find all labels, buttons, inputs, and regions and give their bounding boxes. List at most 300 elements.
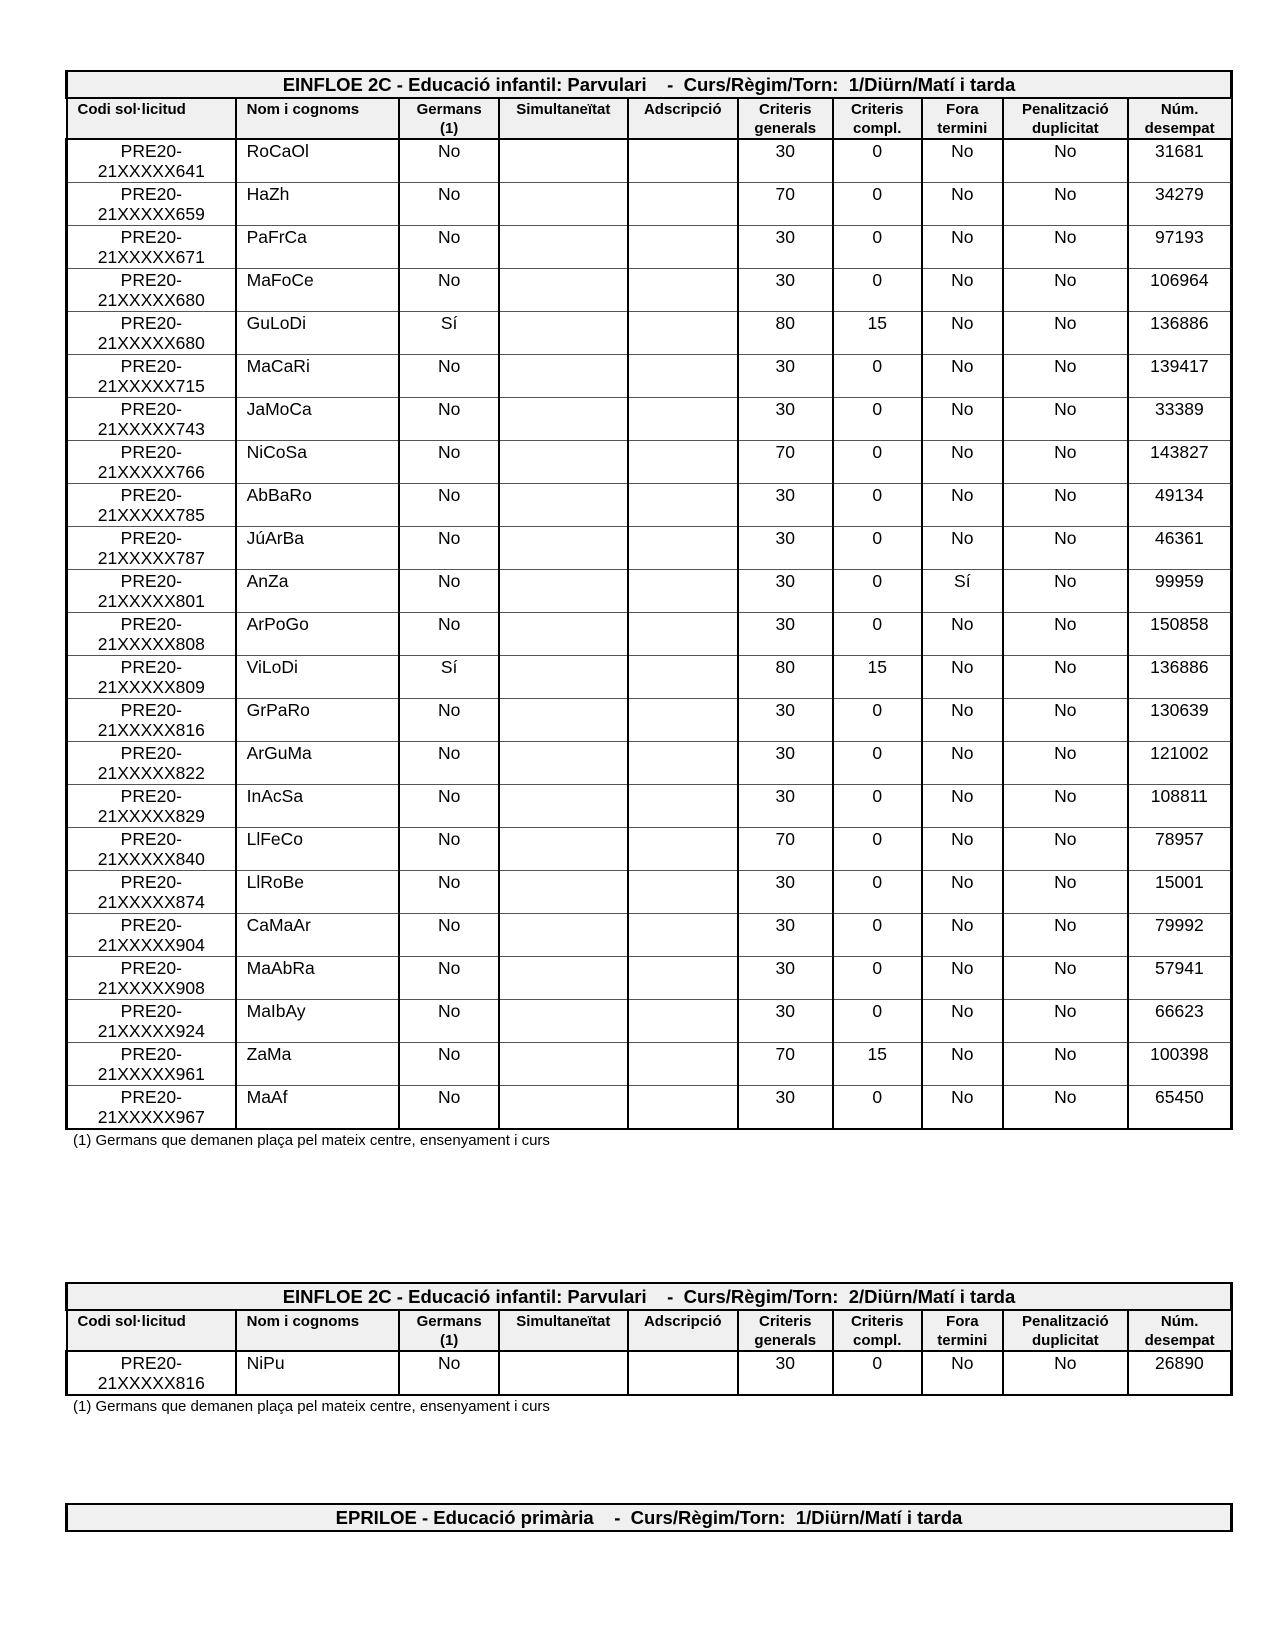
cell-penalitzacio: No [1003,527,1128,570]
column-header-penalitzacio: Penalització duplicitat [1003,98,1128,139]
cell-simultaneitat [499,699,628,742]
column-header-criteris-generals: Criteris generals [738,98,833,139]
cell-fora-termini: No [922,398,1003,441]
cell-criteris-generals: 30 [738,1351,833,1395]
cell-germans: No [399,1043,498,1086]
table-title: EINFLOE 2C - Educació infantil: Parvulari - Curs/Règim/Torn: 1/Diürn/Matí i tarda [67,71,1232,98]
cell-penalitzacio: No [1003,355,1128,398]
cell-fora-termini: No [922,871,1003,914]
cell-fora-termini: No [922,656,1003,699]
column-header-fora-termini: Fora termini [922,1310,1003,1351]
cell-fora-termini: No [922,1086,1003,1130]
cell-adscripcio [628,871,738,914]
cell-criteris-generals: 30 [738,613,833,656]
table-row [67,1000,1232,1043]
cell-fora-termini: No [922,183,1003,226]
cell-num-desempat: 97193 [1128,226,1232,269]
cell-germans: No [399,1086,498,1130]
cell-criteris-compl: 0 [833,139,922,183]
cell-criteris-generals: 30 [738,527,833,570]
cell-germans: No [399,613,498,656]
table-row [67,957,1232,1000]
column-header-num-desempat: Núm. desempat [1128,98,1232,139]
cell-adscripcio [628,312,738,355]
cell-simultaneitat [499,1086,628,1130]
cell-criteris-compl: 0 [833,742,922,785]
cell-criteris-compl: 0 [833,1086,922,1130]
cell-num-desempat: 66623 [1128,1000,1232,1043]
column-header-penalitzacio: Penalització duplicitat [1003,1310,1128,1351]
cell-num-desempat: 34279 [1128,183,1232,226]
cell-germans: No [399,1351,498,1395]
cell-adscripcio [628,742,738,785]
cell-num-desempat: 33389 [1128,398,1232,441]
table-row [67,312,1232,355]
cell-adscripcio [628,398,738,441]
cell-name: MaAf [236,1086,400,1130]
cell-adscripcio [628,699,738,742]
cell-name: InAcSa [236,785,400,828]
cell-fora-termini: No [922,312,1003,355]
cell-num-desempat: 150858 [1128,613,1232,656]
cell-name: MaFoCe [236,269,400,312]
cell-fora-termini: No [922,957,1003,1000]
cell-criteris-compl: 15 [833,312,922,355]
cell-num-desempat: 79992 [1128,914,1232,957]
cell-fora-termini: No [922,527,1003,570]
column-header-adscripcio: Adscripció [628,1310,738,1351]
cell-code: PRE20- 21XXXXX671 [67,226,236,269]
cell-criteris-generals: 30 [738,398,833,441]
cell-simultaneitat [499,871,628,914]
cell-penalitzacio: No [1003,871,1128,914]
cell-criteris-generals: 80 [738,656,833,699]
cell-num-desempat: 143827 [1128,441,1232,484]
column-header-criteris-compl: Criteris compl. [833,1310,922,1351]
column-header-criteris-compl: Criteris compl. [833,98,922,139]
column-header-germans: Germans (1) [399,1310,498,1351]
cell-name: ViLoDi [236,656,400,699]
cell-germans: No [399,139,498,183]
cell-penalitzacio: No [1003,441,1128,484]
cell-germans: Sí [399,656,498,699]
table-row [67,226,1232,269]
cell-criteris-compl: 0 [833,828,922,871]
table-title: EINFLOE 2C - Educació infantil: Parvulari - Curs/Règim/Torn: 2/Diürn/Matí i tarda [67,1283,1232,1310]
cell-name: LlFeCo [236,828,400,871]
cell-adscripcio [628,957,738,1000]
cell-penalitzacio: No [1003,139,1128,183]
admissions-table-1 [65,70,1233,1130]
cell-code: PRE20- 21XXXXX924 [67,1000,236,1043]
cell-criteris-compl: 0 [833,226,922,269]
cell-simultaneitat [499,957,628,1000]
cell-adscripcio [628,484,738,527]
table-row [67,183,1232,226]
cell-germans: No [399,828,498,871]
cell-criteris-compl: 0 [833,914,922,957]
cell-criteris-compl: 0 [833,785,922,828]
column-header-simultaneitat: Simultaneïtat [499,98,628,139]
cell-fora-termini: No [922,269,1003,312]
table-row [67,785,1232,828]
cell-criteris-generals: 30 [738,1000,833,1043]
cell-adscripcio [628,570,738,613]
cell-num-desempat: 31681 [1128,139,1232,183]
table-row [67,1086,1232,1130]
cell-code: PRE20- 21XXXXX816 [67,699,236,742]
column-header-simultaneitat: Simultaneïtat [499,1310,628,1351]
cell-germans: No [399,871,498,914]
cell-name: GuLoDi [236,312,400,355]
cell-criteris-compl: 0 [833,441,922,484]
cell-code: PRE20- 21XXXXX680 [67,269,236,312]
table-row [67,871,1232,914]
cell-germans: No [399,1000,498,1043]
cell-adscripcio [628,785,738,828]
cell-fora-termini: No [922,1351,1003,1395]
cell-name: AbBaRo [236,484,400,527]
table-row [67,269,1232,312]
table-row [67,914,1232,957]
cell-adscripcio [628,441,738,484]
cell-name: MaAbRa [236,957,400,1000]
table-row [67,355,1232,398]
cell-adscripcio [628,355,738,398]
cell-code: PRE20- 21XXXXX816 [67,1351,236,1395]
column-header-code: Codi sol·licitud [67,1310,236,1351]
cell-criteris-compl: 0 [833,269,922,312]
cell-code: PRE20- 21XXXXX785 [67,484,236,527]
cell-germans: No [399,742,498,785]
cell-num-desempat: 108811 [1128,785,1232,828]
cell-name: JúArBa [236,527,400,570]
cell-code: PRE20- 21XXXXX715 [67,355,236,398]
cell-criteris-generals: 30 [738,355,833,398]
cell-name: MaCaRi [236,355,400,398]
cell-num-desempat: 26890 [1128,1351,1232,1395]
cell-fora-termini: No [922,828,1003,871]
table-row [67,1351,1232,1395]
cell-criteris-generals: 30 [738,139,833,183]
cell-simultaneitat [499,1000,628,1043]
footnote: (1) Germans que demanen plaça pel mateix centre, ensenyament i curs [73,1132,550,1149]
cell-penalitzacio: No [1003,269,1128,312]
cell-criteris-generals: 80 [738,312,833,355]
cell-simultaneitat [499,355,628,398]
cell-code: PRE20- 21XXXXX641 [67,139,236,183]
cell-adscripcio [628,183,738,226]
cell-criteris-generals: 30 [738,871,833,914]
table-row [67,613,1232,656]
cell-germans: No [399,441,498,484]
cell-adscripcio [628,226,738,269]
table-row [67,699,1232,742]
cell-code: PRE20- 21XXXXX801 [67,570,236,613]
cell-name: PaFrCa [236,226,400,269]
cell-adscripcio [628,914,738,957]
cell-germans: No [399,183,498,226]
cell-code: PRE20- 21XXXXX680 [67,312,236,355]
cell-adscripcio [628,656,738,699]
cell-penalitzacio: No [1003,570,1128,613]
cell-criteris-compl: 0 [833,355,922,398]
cell-germans: No [399,484,498,527]
column-header-code: Codi sol·licitud [67,98,236,139]
cell-fora-termini: Sí [922,570,1003,613]
cell-criteris-compl: 0 [833,871,922,914]
cell-adscripcio [628,139,738,183]
cell-simultaneitat [499,226,628,269]
cell-num-desempat: 65450 [1128,1086,1232,1130]
column-header-fora-termini: Fora termini [922,98,1003,139]
cell-penalitzacio: No [1003,914,1128,957]
cell-criteris-generals: 70 [738,1043,833,1086]
cell-code: PRE20- 21XXXXX787 [67,527,236,570]
cell-fora-termini: No [922,699,1003,742]
cell-criteris-generals: 30 [738,742,833,785]
cell-criteris-generals: 70 [738,441,833,484]
cell-germans: No [399,527,498,570]
cell-germans: No [399,226,498,269]
cell-num-desempat: 15001 [1128,871,1232,914]
cell-penalitzacio: No [1003,484,1128,527]
table-title-row [67,71,1232,98]
cell-germans: No [399,699,498,742]
column-header-name: Nom i cognoms [236,98,400,139]
cell-simultaneitat [499,1043,628,1086]
table-title-row [67,1504,1232,1531]
cell-simultaneitat [499,613,628,656]
cell-criteris-generals: 30 [738,699,833,742]
cell-penalitzacio: No [1003,1086,1128,1130]
cell-code: PRE20- 21XXXXX743 [67,398,236,441]
cell-fora-termini: No [922,613,1003,656]
cell-adscripcio [628,527,738,570]
cell-criteris-compl: 0 [833,527,922,570]
cell-simultaneitat [499,269,628,312]
cell-num-desempat: 49134 [1128,484,1232,527]
cell-code: PRE20- 21XXXXX904 [67,914,236,957]
cell-fora-termini: No [922,484,1003,527]
table-title: EPRILOE - Educació primària - Curs/Règim/Torn: 1/Diürn/Matí i tarda [67,1504,1232,1531]
cell-code: PRE20- 21XXXXX808 [67,613,236,656]
cell-num-desempat: 136886 [1128,312,1232,355]
cell-name: AnZa [236,570,400,613]
cell-num-desempat: 99959 [1128,570,1232,613]
cell-germans: No [399,269,498,312]
cell-code: PRE20- 21XXXXX829 [67,785,236,828]
cell-simultaneitat [499,914,628,957]
cell-penalitzacio: No [1003,742,1128,785]
cell-criteris-generals: 30 [738,269,833,312]
cell-adscripcio [628,1086,738,1130]
cell-criteris-generals: 30 [738,226,833,269]
cell-criteris-compl: 0 [833,1351,922,1395]
cell-adscripcio [628,1043,738,1086]
cell-fora-termini: No [922,139,1003,183]
cell-adscripcio [628,613,738,656]
column-header-criteris-generals: Criteris generals [738,1310,833,1351]
cell-name: ArGuMa [236,742,400,785]
cell-code: PRE20- 21XXXXX908 [67,957,236,1000]
cell-name: HaZh [236,183,400,226]
cell-name: NiPu [236,1351,400,1395]
cell-criteris-compl: 15 [833,1043,922,1086]
cell-name: NiCoSa [236,441,400,484]
cell-code: PRE20- 21XXXXX809 [67,656,236,699]
cell-code: PRE20- 21XXXXX961 [67,1043,236,1086]
table-row [67,1043,1232,1086]
table-row [67,484,1232,527]
cell-adscripcio [628,269,738,312]
cell-criteris-generals: 70 [738,828,833,871]
cell-name: CaMaAr [236,914,400,957]
cell-num-desempat: 139417 [1128,355,1232,398]
table-section-3 [65,1503,1233,1532]
column-header-row [67,98,1232,139]
cell-penalitzacio: No [1003,312,1128,355]
cell-penalitzacio: No [1003,1000,1128,1043]
cell-simultaneitat [499,484,628,527]
cell-fora-termini: No [922,742,1003,785]
cell-germans: No [399,957,498,1000]
cell-penalitzacio: No [1003,1351,1128,1395]
cell-simultaneitat [499,527,628,570]
cell-fora-termini: No [922,1043,1003,1086]
cell-code: PRE20- 21XXXXX659 [67,183,236,226]
cell-fora-termini: No [922,914,1003,957]
cell-num-desempat: 78957 [1128,828,1232,871]
table-row [67,828,1232,871]
cell-criteris-generals: 30 [738,570,833,613]
cell-fora-termini: No [922,785,1003,828]
table-row [67,441,1232,484]
cell-simultaneitat [499,441,628,484]
cell-name: RoCaOl [236,139,400,183]
cell-criteris-compl: 0 [833,183,922,226]
cell-adscripcio [628,1000,738,1043]
table-row [67,139,1232,183]
cell-num-desempat: 136886 [1128,656,1232,699]
cell-simultaneitat [499,139,628,183]
cell-name: ArPoGo [236,613,400,656]
cell-name: LlRoBe [236,871,400,914]
cell-fora-termini: No [922,355,1003,398]
cell-germans: Sí [399,312,498,355]
cell-penalitzacio: No [1003,785,1128,828]
cell-penalitzacio: No [1003,957,1128,1000]
cell-criteris-compl: 0 [833,570,922,613]
cell-criteris-compl: 0 [833,1000,922,1043]
cell-adscripcio [628,1351,738,1395]
table-row [67,398,1232,441]
cell-code: PRE20- 21XXXXX874 [67,871,236,914]
column-header-num-desempat: Núm. desempat [1128,1310,1232,1351]
cell-num-desempat: 106964 [1128,269,1232,312]
cell-adscripcio [628,828,738,871]
cell-num-desempat: 57941 [1128,957,1232,1000]
column-header-name: Nom i cognoms [236,1310,400,1351]
cell-criteris-generals: 30 [738,1086,833,1130]
column-header-germans: Germans (1) [399,98,498,139]
cell-penalitzacio: No [1003,656,1128,699]
table-section-2 [65,1282,1233,1415]
cell-simultaneitat [499,828,628,871]
cell-criteris-compl: 0 [833,484,922,527]
cell-simultaneitat [499,398,628,441]
cell-penalitzacio: No [1003,398,1128,441]
cell-code: PRE20- 21XXXXX840 [67,828,236,871]
cell-fora-termini: No [922,1000,1003,1043]
cell-germans: No [399,785,498,828]
cell-germans: No [399,355,498,398]
footnote: (1) Germans que demanen plaça pel mateix centre, ensenyament i curs [73,1398,550,1415]
cell-name: GrPaRo [236,699,400,742]
cell-simultaneitat [499,183,628,226]
table-row [67,570,1232,613]
cell-fora-termini: No [922,441,1003,484]
table-row [67,742,1232,785]
cell-criteris-generals: 30 [738,785,833,828]
cell-code: PRE20- 21XXXXX967 [67,1086,236,1130]
cell-germans: No [399,398,498,441]
cell-simultaneitat [499,742,628,785]
cell-num-desempat: 46361 [1128,527,1232,570]
cell-simultaneitat [499,785,628,828]
cell-code: PRE20- 21XXXXX822 [67,742,236,785]
cell-name: JaMoCa [236,398,400,441]
cell-penalitzacio: No [1003,613,1128,656]
cell-name: MaIbAy [236,1000,400,1043]
admissions-table-3 [65,1503,1233,1532]
cell-penalitzacio: No [1003,183,1128,226]
cell-name: ZaMa [236,1043,400,1086]
cell-fora-termini: No [922,226,1003,269]
cell-criteris-compl: 0 [833,699,922,742]
cell-penalitzacio: No [1003,828,1128,871]
cell-num-desempat: 121002 [1128,742,1232,785]
column-header-adscripcio: Adscripció [628,98,738,139]
cell-criteris-generals: 70 [738,183,833,226]
cell-criteris-compl: 0 [833,613,922,656]
cell-germans: No [399,570,498,613]
cell-criteris-generals: 30 [738,484,833,527]
cell-penalitzacio: No [1003,1043,1128,1086]
cell-criteris-compl: 0 [833,957,922,1000]
cell-criteris-generals: 30 [738,914,833,957]
admissions-table-2 [65,1282,1233,1396]
cell-code: PRE20- 21XXXXX766 [67,441,236,484]
cell-criteris-compl: 0 [833,398,922,441]
column-header-row [67,1310,1232,1351]
cell-num-desempat: 130639 [1128,699,1232,742]
cell-simultaneitat [499,656,628,699]
cell-simultaneitat [499,312,628,355]
cell-penalitzacio: No [1003,699,1128,742]
cell-criteris-generals: 30 [738,957,833,1000]
cell-criteris-compl: 15 [833,656,922,699]
table-row [67,656,1232,699]
table-row [67,527,1232,570]
table-section-1 [65,70,1233,1149]
cell-germans: No [399,914,498,957]
table-title-row [67,1283,1232,1310]
cell-simultaneitat [499,570,628,613]
cell-penalitzacio: No [1003,226,1128,269]
cell-num-desempat: 100398 [1128,1043,1232,1086]
cell-simultaneitat [499,1351,628,1395]
